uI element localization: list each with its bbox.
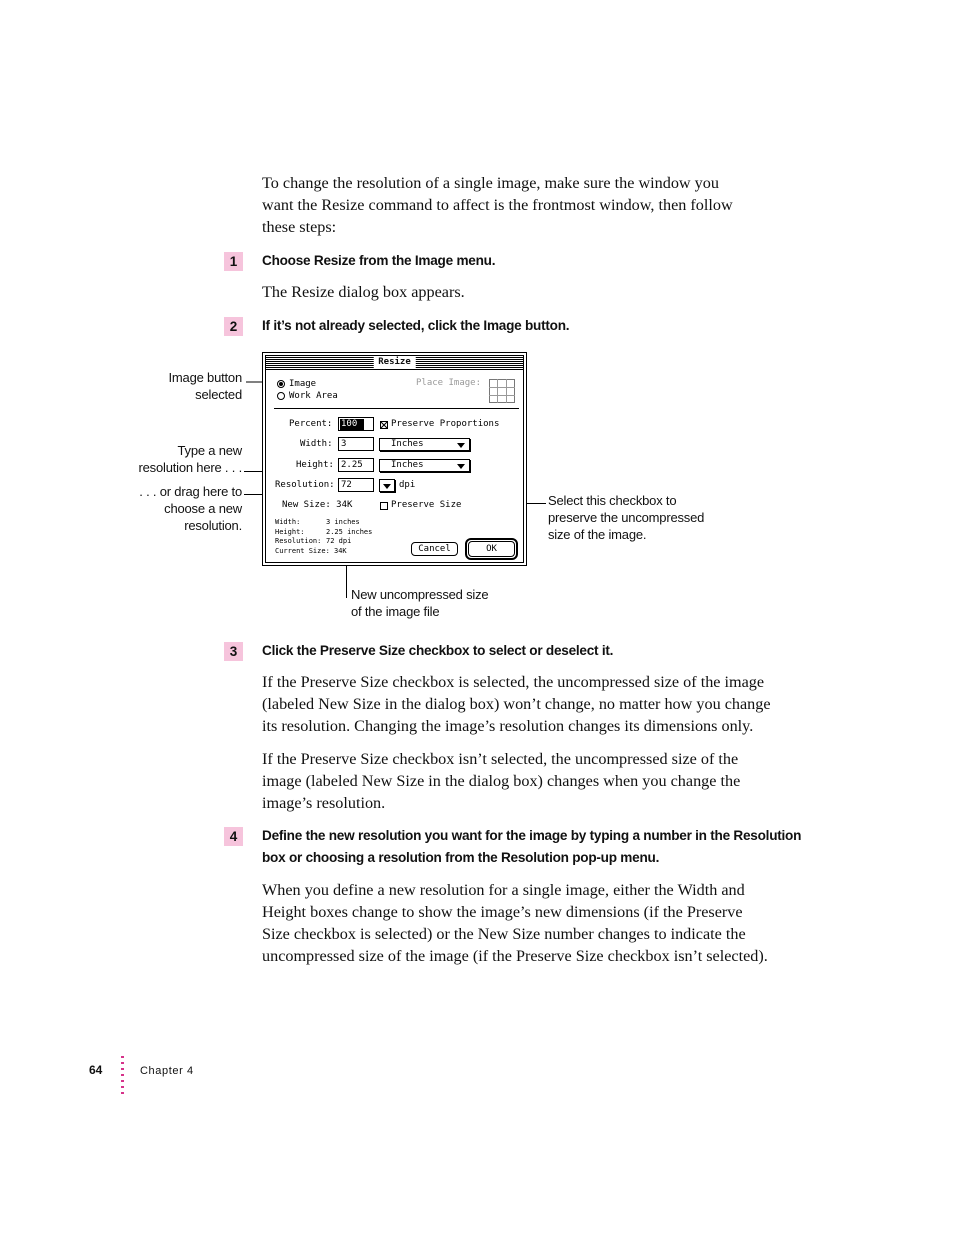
dialog-divider [274, 408, 519, 409]
callout-line: selected [195, 387, 242, 402]
chevron-down-icon [383, 484, 391, 489]
percent-value: 100 [340, 419, 364, 430]
paragraph-line: image (labeled New Size in the dialog box) changes when you change the [262, 772, 741, 790]
width-unit: Inches [391, 439, 424, 449]
info-current-size: Current Size: 34K [275, 546, 347, 555]
width-unit-popup[interactable] [379, 438, 470, 451]
preserve-proportions-checkbox[interactable] [380, 421, 388, 429]
paragraph-line: image’s resolution. [262, 794, 386, 812]
height-unit-popup[interactable] [379, 459, 470, 472]
step-4-paragraph [262, 879, 832, 967]
resize-dialog [262, 352, 527, 566]
preserve-proportions-label: Preserve Proportions [391, 419, 500, 429]
chevron-down-icon [457, 464, 465, 469]
step-number-4: 4 [224, 827, 243, 846]
intro-line: these steps: [262, 218, 337, 236]
image-radio[interactable] [277, 380, 285, 388]
resolution-label: Resolution: [275, 480, 335, 490]
resolution-unit: dpi [399, 480, 416, 490]
step-1-result: The Resize dialog box appears. [262, 283, 465, 301]
info-height-label: Height: [275, 527, 305, 536]
resolution-popup[interactable] [379, 479, 395, 492]
step-3-instruction: Click the Preserve Size checkbox to select or deselect it. [262, 643, 614, 658]
callout-line: resolution here . . . [138, 460, 242, 475]
intro-line: To change the resolution of a single image, make sure the window you [262, 174, 719, 192]
step-1-instruction: Choose Resize from the Image menu. [262, 253, 496, 268]
width-value: 3 [341, 439, 347, 449]
info-width-label: Width: [275, 518, 301, 526]
page-number: 64 [89, 1063, 103, 1077]
paragraph-line: If the Preserve Size checkbox isn’t selected, the uncompressed size of the [262, 750, 739, 768]
callout-line: of the image file [351, 604, 440, 619]
height-unit: Inches [391, 460, 424, 470]
info-resolution-label: Resolution: [275, 537, 322, 545]
height-value: 2.25 [341, 460, 363, 470]
image-radio-label: Image [289, 379, 317, 389]
step-number-3: 3 [224, 642, 243, 661]
cancel-button[interactable]: Cancel [411, 542, 458, 556]
info-width-value: 3 inches [326, 518, 360, 526]
step-number-1: 1 [224, 252, 243, 271]
resolution-field[interactable] [338, 478, 374, 492]
dialog-title-bar[interactable] [266, 356, 523, 370]
chapter-label: Chapter 4 [140, 1065, 194, 1077]
chevron-down-icon [457, 443, 465, 448]
callout-line: Select this checkbox to [548, 493, 677, 508]
ok-button[interactable]: OK [468, 541, 515, 557]
info-resolution-value: 72 dpi [326, 537, 352, 545]
callout-line: preserve the uncompressed [548, 510, 705, 525]
preserve-size-checkbox[interactable] [380, 502, 388, 510]
callout-line: size of the image. [548, 527, 647, 542]
callout-line: Image button [168, 370, 242, 385]
step-4-instruction [262, 825, 822, 869]
dialog-title: Resize [373, 357, 416, 368]
width-label: Width: [300, 439, 333, 449]
height-field[interactable] [338, 458, 374, 472]
intro-line: want the Resize command to affect is the frontmost window, then follow [262, 196, 733, 214]
resolution-value: 72 [341, 480, 352, 490]
step-3-paragraph-not-selected [262, 748, 832, 814]
paragraph-line: Height boxes change to show the image’s new dimensions (if the Preserve [262, 903, 743, 921]
paragraph-line: If the Preserve Size checkbox is selected, the uncompressed size of the image [262, 673, 765, 691]
paragraph-line: uncompressed size of the image (if the Preserve Size checkbox isn’t selected). [262, 947, 768, 965]
paragraph-line: its resolution. Changing the image’s resolution changes its dimensions only. [262, 717, 754, 735]
callout-line: Type a new [177, 443, 242, 458]
footer-dotted-rule [121, 1056, 124, 1094]
checkbox-x-mark-icon [381, 422, 387, 428]
dialog-frame [265, 355, 524, 563]
instruction-line: box or choosing a resolution from the Resolution pop-up menu. [262, 850, 660, 865]
work-area-radio-label: Work Area [289, 391, 338, 401]
callout-line: resolution. [184, 518, 242, 533]
percent-label: Percent: [289, 419, 333, 429]
height-label: Height: [296, 460, 334, 470]
place-image-label: Place Image: [416, 378, 482, 388]
new-size-readout: New Size: 34K [282, 500, 353, 510]
instruction-line: Define the new resolution you want for the image by typing a number in the Resolution [262, 828, 802, 843]
preserve-size-label: Preserve Size [391, 500, 462, 510]
step-3-paragraph-selected [262, 671, 832, 737]
info-height-value: 2.25 inches [326, 527, 373, 536]
paragraph-line: (labeled New Size in the dialog box) won’t change, no matter how you change [262, 695, 771, 713]
work-area-radio[interactable] [277, 392, 285, 400]
place-image-grid-icon[interactable] [489, 379, 515, 403]
callout-line: . . . or drag here to [139, 484, 242, 499]
callout-line: New uncompressed size [351, 587, 489, 602]
paragraph-line: Size checkbox is selected) or the New Size number changes to indicate the [262, 925, 746, 943]
callout-line: choose a new [164, 501, 242, 516]
step-2-instruction: If it’s not already selected, click the Image button. [262, 318, 570, 333]
paragraph-line: When you define a new resolution for a single image, either the Width and [262, 881, 745, 899]
percent-field[interactable] [338, 417, 374, 431]
width-field[interactable] [338, 437, 374, 451]
step-number-2: 2 [224, 317, 243, 336]
